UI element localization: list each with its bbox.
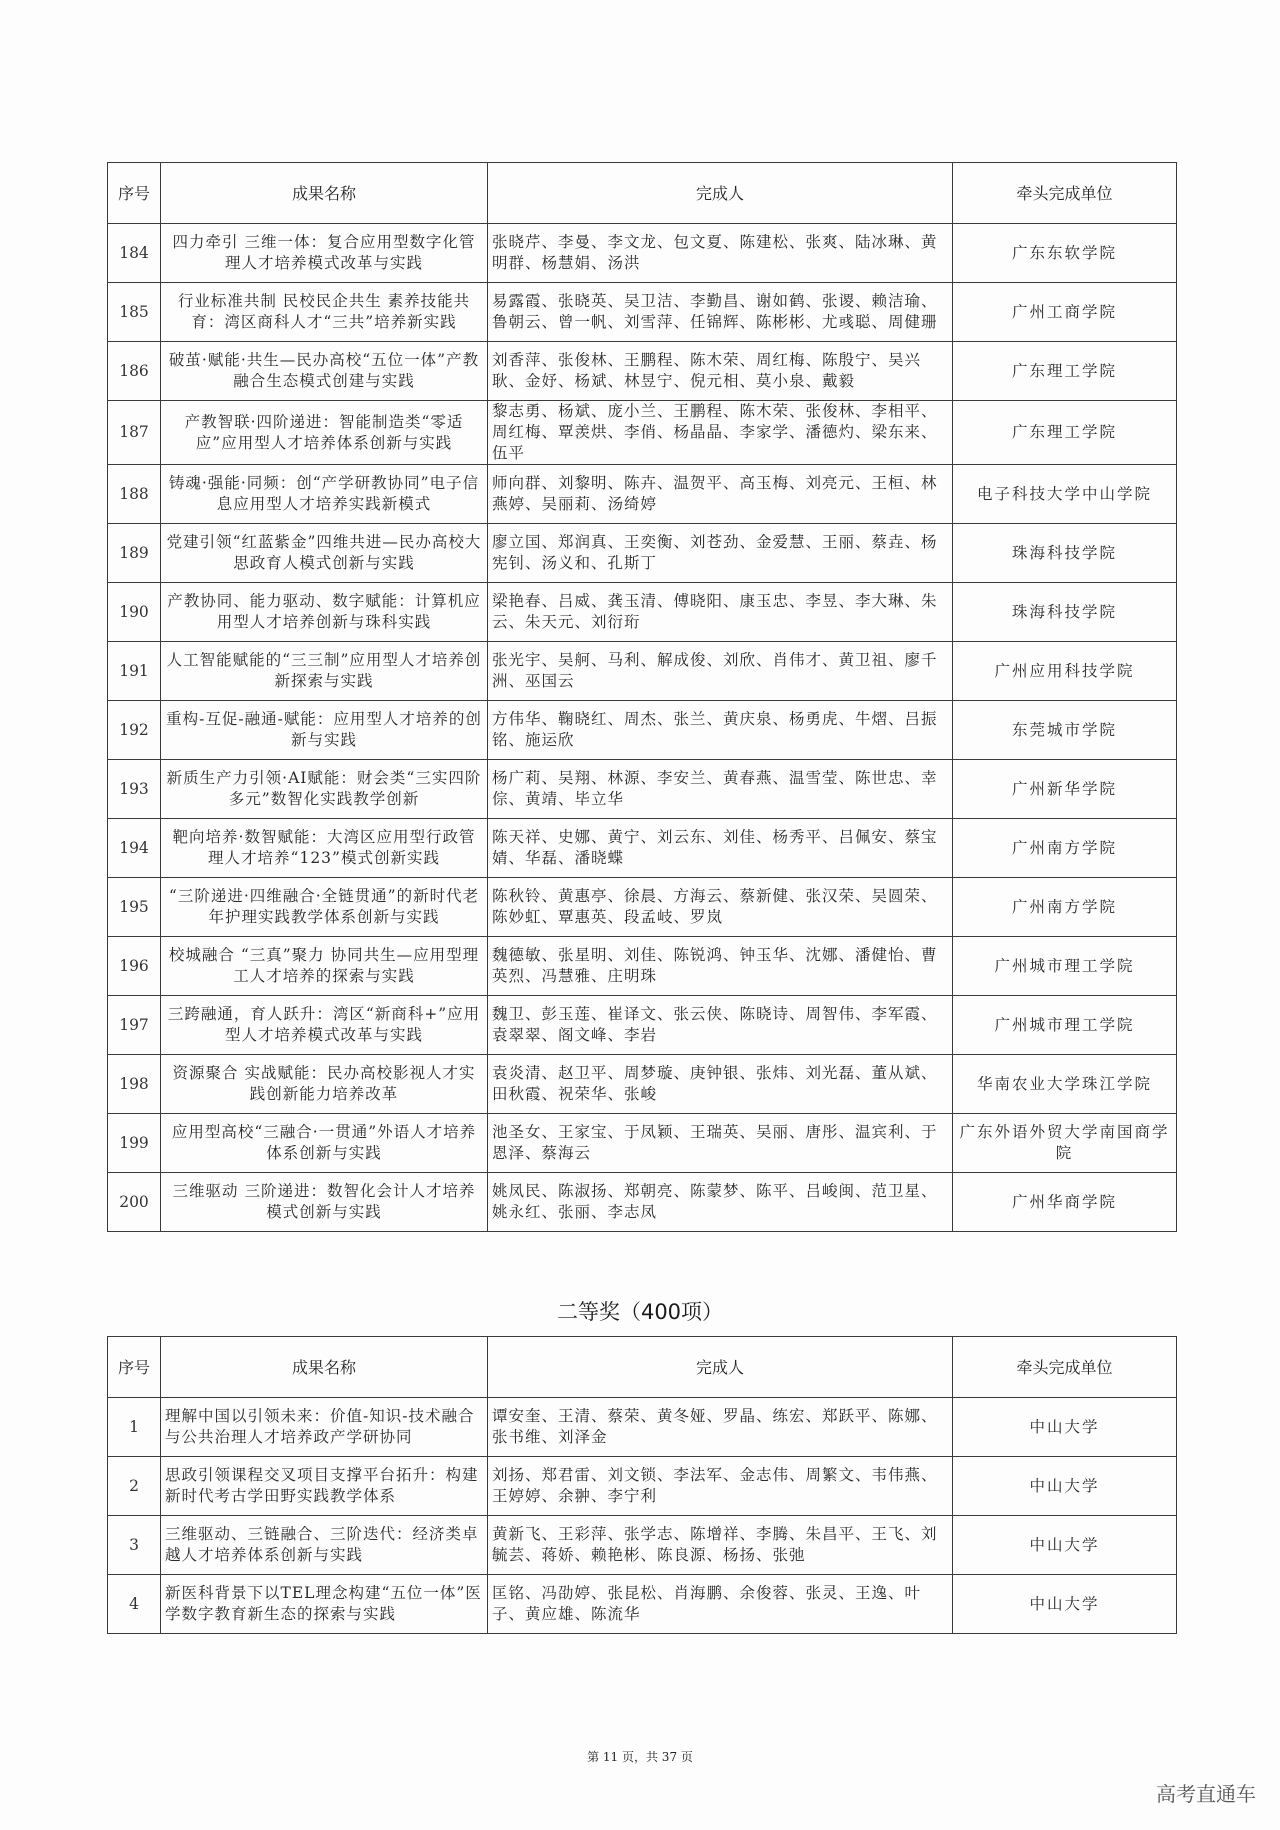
header-no: 序号 [108,1337,161,1398]
table-row [108,701,1177,760]
table-row [108,878,1177,937]
table-row [108,1173,1177,1232]
lead-unit: 广东理工学院 [953,401,1177,465]
achievement-title: 产教智联·四阶递进：智能制造类“零适应”应用型人才培养体系创新与实践 [161,401,488,465]
lead-unit: 珠海科技学院 [953,524,1177,583]
row-number: 197 [108,996,161,1055]
achievement-title: 新质生产力引领·AI赋能：财会类“三实四阶多元”数智化实践教学创新 [161,760,488,819]
achievement-title: 四力牵引 三维一体：复合应用型数字化管理人才培养模式改革与实践 [161,224,488,283]
lead-unit: 中山大学 [953,1516,1177,1575]
lead-unit: 华南农业大学珠江学院 [953,1055,1177,1114]
table-row [108,760,1177,819]
row-number: 189 [108,524,161,583]
achievement-title: “三阶递进·四维融合·全链贯通”的新时代老年护理实践教学体系创新与实践 [161,878,488,937]
table-row [108,224,1177,283]
lead-unit: 中山大学 [953,1457,1177,1516]
completers: 杨广莉、吴翔、林源、李安兰、黄春燕、温雪莹、陈世忠、幸倧、黄靖、毕立华 [488,760,953,819]
completers: 姚凤民、陈淑扬、郑朝亮、陈蒙梦、陈平、吕峻闽、范卫星、姚永红、张丽、李志凤 [488,1173,953,1232]
lead-unit: 广州应用科技学院 [953,642,1177,701]
achievement-title: 三维驱动 三阶递进：数智化会计人才培养模式创新与实践 [161,1173,488,1232]
table-row [108,1398,1177,1457]
completers: 张光宇、吴舸、马利、解成俊、刘欣、肖伟才、黄卫祖、廖千洲、巫国云 [488,642,953,701]
row-number: 196 [108,937,161,996]
header-title: 成果名称 [161,163,488,224]
table-row [108,819,1177,878]
table-row [108,342,1177,401]
achievement-title: 党建引领“红蓝紫金”四维共进—民办高校大思政育人模式创新与实践 [161,524,488,583]
header-no: 序号 [108,163,161,224]
table-row [108,524,1177,583]
table-header-row [108,163,1177,224]
lead-unit: 广州南方学院 [953,878,1177,937]
lead-unit: 广东东软学院 [953,224,1177,283]
table-row [108,583,1177,642]
section-title-second-prize: 二等奖（400项） [556,1300,724,1324]
completers: 魏德敏、张星明、刘佳、陈锐鸿、钟玉华、沈娜、潘健怡、曹英烈、冯慧雅、庄明珠 [488,937,953,996]
lead-unit: 广州城市理工学院 [953,937,1177,996]
second-prize-table [107,1336,1177,1634]
table-row [108,1457,1177,1516]
row-number: 187 [108,401,161,465]
achievement-title: 应用型高校“三融合·一贯通”外语人才培养体系创新与实践 [161,1114,488,1173]
completers: 魏卫、彭玉莲、崔译文、张云侠、陈晓诗、周智伟、李军霞、袁翠翠、阁文峰、李岩 [488,996,953,1055]
completers: 梁艳春、吕威、龚玉清、傅晓阳、康玉忠、李昱、李大琳、朱云、朱天元、刘衍珩 [488,583,953,642]
completers: 廖立国、郑润真、王奕衡、刘苍劲、金爱慧、王丽、蔡垚、杨宪钊、汤义和、孔斯丁 [488,524,953,583]
achievement-title: 行业标准共制 民校民企共生 素养技能共育：湾区商科人才“三共”培养新实践 [161,283,488,342]
achievement-title: 铸魂·强能·同频：创“产学研教协同”电子信息应用型人才培养实践新模式 [161,465,488,524]
completers: 方伟华、鞠晓红、周杰、张兰、黄庆泉、杨勇虎、牛熠、吕振铭、施运欣 [488,701,953,760]
row-number: 198 [108,1055,161,1114]
completers: 刘香萍、张俊林、王鹏程、陈木荣、周红梅、陈殷宁、吴兴耿、金妤、杨斌、林昱宁、倪元相、莫小泉、戴毅 [488,342,953,401]
table-body [108,1398,1177,1634]
completers: 张晓芹、李曼、李文龙、包文夏、陈建松、张爽、陆冰琳、黄明群、杨慧娟、汤洪 [488,224,953,283]
row-number: 193 [108,760,161,819]
achievement-title: 思政引领课程交叉项目支撑平台拓升：构建新时代考古学田野实践教学体系 [161,1457,488,1516]
row-number: 194 [108,819,161,878]
row-number: 195 [108,878,161,937]
header-people: 完成人 [488,163,953,224]
row-number: 190 [108,583,161,642]
row-number: 3 [108,1516,161,1575]
lead-unit: 东莞城市学院 [953,701,1177,760]
lead-unit: 中山大学 [953,1575,1177,1634]
completers: 陈秋铃、黄惠亭、徐晨、方海云、蔡新健、张汉荣、吴圆荣、陈妙虹、覃惠英、段孟岐、罗岚 [488,878,953,937]
table-row [108,642,1177,701]
completers: 师向群、刘黎明、陈卉、温贺平、高玉梅、刘亮元、王桓、林燕婷、吴丽莉、汤绮婷 [488,465,953,524]
page-footer: 第 11 页，共 37 页 [587,1750,693,1764]
completers: 黎志勇、杨斌、庞小兰、王鹏程、陈木荣、张俊林、李相平、周红梅、覃羡烘、李俏、杨晶晶、李家学、潘德灼、梁东来、伍平 [488,401,953,465]
achievement-title: 三维驱动、三链融合、三阶迭代：经济类卓越人才培养体系创新与实践 [161,1516,488,1575]
row-number: 1 [108,1398,161,1457]
completers: 易露霞、张晓英、吴卫洁、李勤昌、谢如鹤、张谡、赖洁瑜、鲁朝云、曾一帆、刘雪萍、任锦辉、陈彬彬、尤彧聪、周健珊 [488,283,953,342]
achievement-title: 三跨融通，育人跃升：湾区“新商科+”应用型人才培养模式改革与实践 [161,996,488,1055]
achievement-title: 新医科背景下以TEL理念构建“五位一体”医学数字教育新生态的探索与实践 [161,1575,488,1634]
achievement-title: 产教协同、能力驱动、数字赋能：计算机应用型人才培养创新与珠科实践 [161,583,488,642]
achievement-title: 靶向培养·数智赋能：大湾区应用型行政管理人才培养“123”模式创新实践 [161,819,488,878]
watermark-logo-text: 高考直通车 [1156,1782,1256,1806]
row-number: 192 [108,701,161,760]
lead-unit: 电子科技大学中山学院 [953,465,1177,524]
table-body [108,224,1177,1232]
lead-unit: 广州新华学院 [953,760,1177,819]
table-row [108,937,1177,996]
row-number: 4 [108,1575,161,1634]
row-number: 188 [108,465,161,524]
completers: 谭安奎、王清、蔡荣、黄冬娅、罗晶、练宏、郑跃平、陈娜、张书维、刘泽金 [488,1398,953,1457]
table-row [108,1114,1177,1173]
lead-unit: 珠海科技学院 [953,583,1177,642]
header-title: 成果名称 [161,1337,488,1398]
table-row [108,283,1177,342]
completers: 黄新飞、王彩萍、张学志、陈增祥、李腾、朱昌平、王飞、刘毓芸、蒋娇、赖艳彬、陈良源、杨扬、张弛 [488,1516,953,1575]
completers: 匡铭、冯劭婷、张昆松、肖海鹏、余俊蓉、张灵、王逸、叶子、黄应雄、陈流华 [488,1575,953,1634]
row-number: 191 [108,642,161,701]
achievement-title: 资源聚合 实战赋能：民办高校影视人才实践创新能力培养改革 [161,1055,488,1114]
row-number: 200 [108,1173,161,1232]
achievement-title: 理解中国以引领未来：价值-知识-技术融合与公共治理人才培养政产学研协同 [161,1398,488,1457]
lead-unit: 广州工商学院 [953,283,1177,342]
row-number: 184 [108,224,161,283]
completers: 陈天祥、史娜、黄宁、刘云东、刘佳、杨秀平、吕佩安、蔡宝婧、华磊、潘晓蝶 [488,819,953,878]
completers: 刘扬、郑君雷、刘文锁、李法军、金志伟、周繁文、韦伟燕、王婷婷、余翀、李宁利 [488,1457,953,1516]
row-number: 185 [108,283,161,342]
header-unit: 牵头完成单位 [953,1337,1177,1398]
achievement-title: 人工智能赋能的“三三制”应用型人才培养创新探索与实践 [161,642,488,701]
header-people: 完成人 [488,1337,953,1398]
lead-unit: 广州城市理工学院 [953,996,1177,1055]
lead-unit: 广州华商学院 [953,1173,1177,1232]
lead-unit: 广东理工学院 [953,342,1177,401]
achievement-title: 校城融合 “三真”聚力 协同共生—应用型理工人才培养的探索与实践 [161,937,488,996]
table-row [108,465,1177,524]
lead-unit: 中山大学 [953,1398,1177,1457]
lead-unit: 广东外语外贸大学南国商学院 [953,1114,1177,1173]
table-row [108,996,1177,1055]
row-number: 199 [108,1114,161,1173]
table-header-row [108,1337,1177,1398]
completers: 袁炎清、赵卫平、周梦璇、庚钟银、张炜、刘光磊、董从斌、田秋霞、祝荣华、张峻 [488,1055,953,1114]
first-prize-table-continued [107,162,1177,1232]
row-number: 186 [108,342,161,401]
header-unit: 牵头完成单位 [953,163,1177,224]
table-row [108,401,1177,465]
table-row [108,1516,1177,1575]
achievement-title: 重构-互促-融通-赋能：应用型人才培养的创新与实践 [161,701,488,760]
achievement-title: 破茧·赋能·共生—民办高校“五位一体”产教融合生态模式创建与实践 [161,342,488,401]
table-row [108,1575,1177,1634]
row-number: 2 [108,1457,161,1516]
lead-unit: 广州南方学院 [953,819,1177,878]
table-row [108,1055,1177,1114]
completers: 池圣女、王家宝、于凤颖、王瑞英、吴丽、唐彤、温宾利、于恩泽、蔡海云 [488,1114,953,1173]
